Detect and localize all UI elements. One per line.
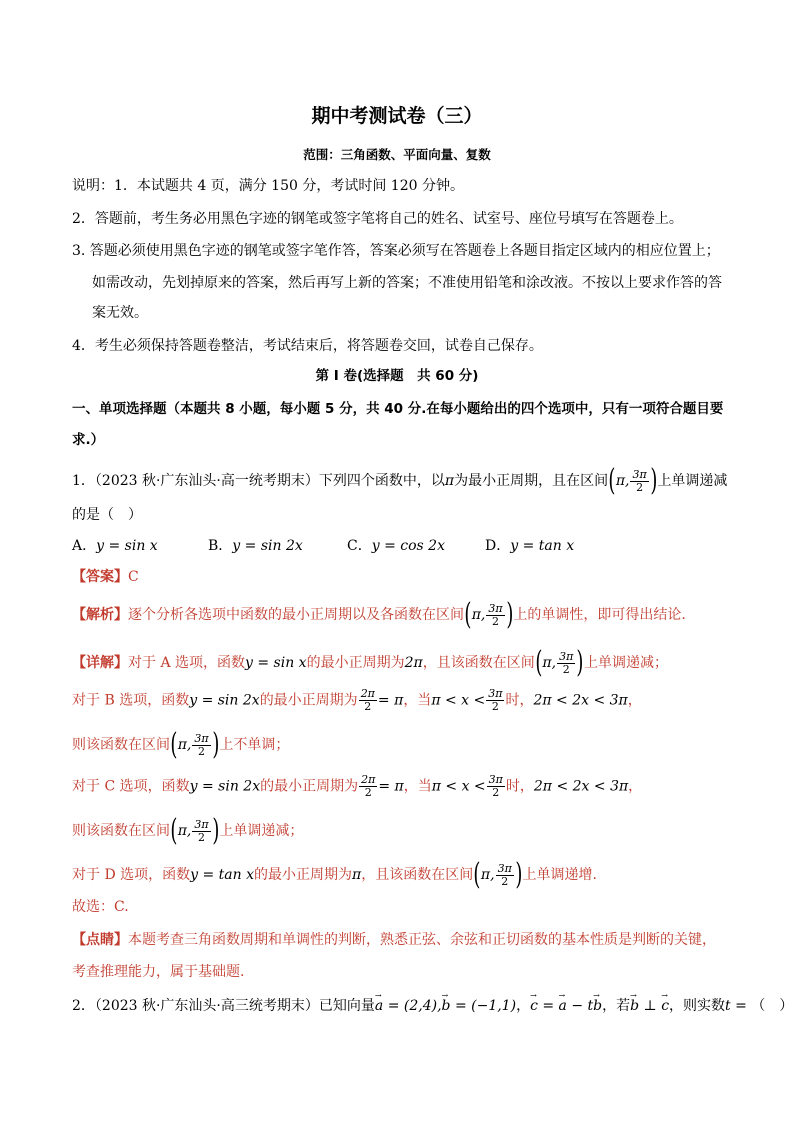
scope-subtitle: 范围：三角函数、平面向量、复数: [303, 147, 491, 162]
q1-suffix: 上单调递减: [657, 473, 728, 489]
option-d[interactable]: D．y = tan x: [485, 538, 575, 554]
detail-c: 对于 C 选项，函数y = sin 2x的最小正周期为 $\frac{2\pi}{2}$ = π，当π < x < $\frac{3\pi}{2}$ 时，2π < 2x < 3π，: [72, 773, 643, 799]
note-1: 说明：1．本试题共 4 页，满分 150 分，考试时间 120 分钟。: [72, 178, 464, 194]
answer-value: C: [128, 569, 139, 585]
page-title: 期中考测试卷（三）: [311, 105, 483, 127]
detail-b-line2: 则该函数在区间(π, $\frac{3\pi}{2}$ )上不单调；: [72, 727, 290, 762]
note-2: 2．答题前，考生务必用黑色字迹的钢笔或签字笔将自己的姓名、试室号、座位号填写在答题卷上。: [72, 211, 683, 227]
q1-options: [72, 536, 158, 556]
option-b[interactable]: B．y = sin 2x: [208, 538, 303, 554]
q1-pi: π: [444, 473, 455, 489]
q1-interval: (π, $\frac{3\pi}{2}$ ): [608, 463, 658, 498]
detail-d: 对于 D 选项，函数y = tan x的最小正周期为π，且该函数在区间(π, $\frac{3\pi}{2}$ )上单调递增.: [72, 857, 597, 892]
question-1-stem-line2: 的是（ ）: [72, 507, 142, 523]
detail-c-line2: 则该函数在区间(π, $\frac{3\pi}{2}$ )上单调递减；: [72, 813, 304, 848]
analysis-line: 【解析】逐个分析各选项中函数的最小正周期以及各函数在区间(π, $\frac{3\pi}{2}$ )上的单调性，即可得出结论.: [72, 597, 686, 632]
detail-b: 对于 B 选项，函数y = sin 2x的最小正周期为 $\frac{2\pi}{2}$ = π，当π < x < $\frac{3\pi}{2}$ 时，2π < 2x < 3π，: [72, 687, 642, 713]
question-1-stem: [72, 463, 728, 498]
note-3b: 如需改动，先划掉原来的答案，然后再写上新的答案；不准使用铅笔和涂改液。不按以上要求作答的答: [92, 275, 722, 291]
detail-a: 【详解】对于 A 选项，函数y = sin x的最小正周期为2π，且该函数在区间(π, $\frac{3\pi}{2}$ )上单调递减；: [72, 645, 669, 680]
part1-heading-b: 求.）: [72, 432, 105, 448]
review-line: 【点睛】本题考查三角函数周期和单调性的判断，熟悉正弦、余弦和正切函数的基本性质是判断的关键，: [72, 932, 716, 948]
q1-mid: 为最小正周期，且在区间: [454, 473, 609, 489]
option-c[interactable]: C．y = cos 2x: [347, 538, 445, 554]
q1-prefix: 1．（2023 秋·广东汕头·高一统考期末）下列四个函数中，以: [72, 473, 445, 489]
review-line-2: 考查推理能力，属于基础题.: [72, 964, 245, 980]
question-2-stem: 2．（2023 秋·广东汕头·高三统考期末）已知向量→ a = (2,4),→ b = (−1,1)，→ c = → a − t→ b，若→ b ⊥ → c，则实数t = （ ）: [72, 996, 793, 1016]
part1-heading-a: 一、单项选择题（本题共 8 小题，每小题 5 分，共 40 分.在每小题给出的四个选项中，只有一项符合题目要: [72, 401, 724, 417]
answer-label: 【答案】: [72, 569, 128, 585]
answer-line: [72, 567, 139, 587]
note-3a: 3. 答题必须使用黑色字迹的钢笔或签字笔作答，答案必须写在答题卷上各题目指定区域内的相应位置上；: [72, 243, 720, 259]
note-4: 4．考生必须保持答题卷整洁，考试结束后，将答题卷交回，试卷自己保存。: [72, 338, 543, 354]
option-a[interactable]: A．y = sin x: [72, 538, 158, 554]
choose-line: 故选：C.: [72, 899, 129, 915]
section-heading: 第 I 卷(选择题 共 60 分): [315, 368, 479, 384]
note-3c: 案无效。: [92, 305, 148, 321]
